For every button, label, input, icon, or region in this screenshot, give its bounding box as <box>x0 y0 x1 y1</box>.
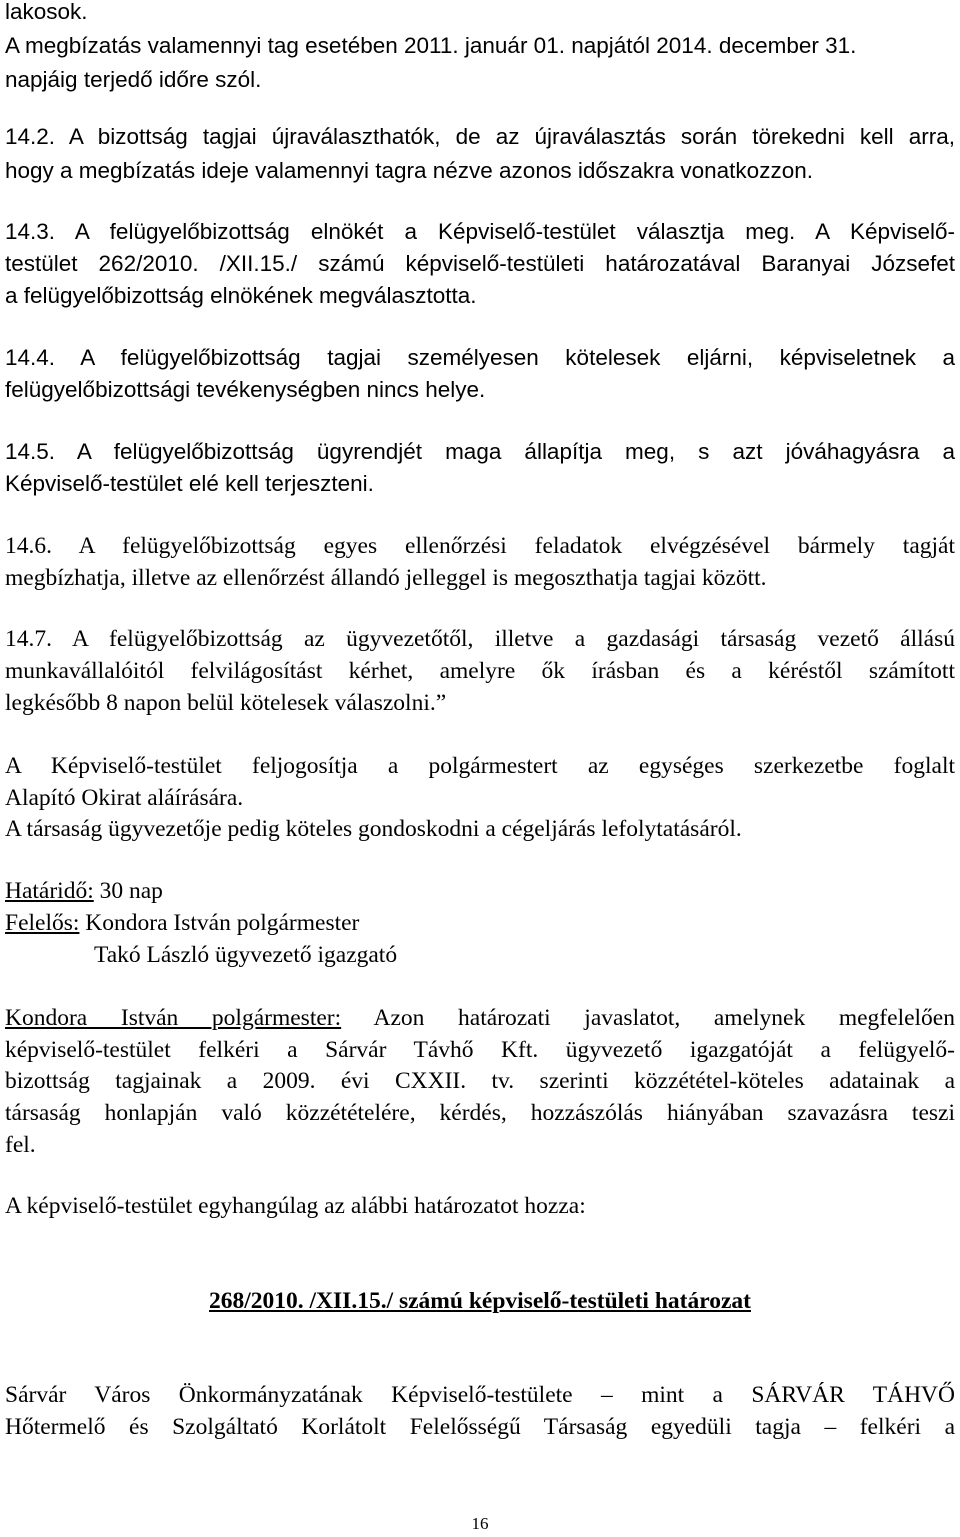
page-number: 16 <box>471 1514 489 1533</box>
mayor-line-1-text: Azon határozati javaslatot, amelynek megfelelően <box>341 1005 955 1031</box>
mayor-line-1 <box>5 1003 955 1033</box>
resolution-title: 268/2010. /XII.15./ számú képviselő-testületi határozat <box>209 1288 751 1314</box>
deadline-label: Határidő: <box>5 878 94 904</box>
mayor-line-5: fel. <box>5 1132 36 1158</box>
authorization-line-2: Alapító Okirat aláírására. <box>5 785 244 811</box>
p14-6-line-2: megbízhatja, illetve az ellenőrzést állandó jelleggel is megoszthatja tagjai között. <box>5 565 767 591</box>
mayor-line-3: bizottság tagjainak a 2009. évi CXXII. tv. szerinti közzététel-köteles adatainak a <box>5 1068 955 1094</box>
mayor-line-2: képviselő-testület felkéri a Sárvár Távhő Kft. ügyvezető igazgatóját a felügyelő- <box>5 1037 955 1063</box>
p14-7-line-2: munkavállalóitól felvilágosítást kérhet, amelyre ők írásban és a kéréstől számított <box>5 658 955 684</box>
intro-line-2: A megbízatás valamennyi tag esetében 2011. január 01. napjától 2014. december 31. <box>5 33 857 58</box>
p14-3-line-1: 14.3. A felügyelőbizottság elnökét a Képviselő-testület választja meg. A Képviselő- <box>5 219 955 244</box>
authorization-line-1: A Képviselő-testület feljogosítja a polgármestert az egységes szerkezetbe foglalt <box>5 753 955 779</box>
mayor-speaker: Kondora István polgármester: <box>5 1005 342 1031</box>
p14-5-line-1: 14.5. A felügyelőbizottság ügyrendjét maga állapítja meg, s azt jóváhagyásra a <box>5 439 955 464</box>
p14-2-line-1: 14.2. A bizottság tagjai újraválaszthatók, de az újraválasztás során törekedni kell arra, <box>5 124 955 149</box>
deadline-value: 30 nap <box>93 878 163 904</box>
p14-6-line-1: 14.6. A felügyelőbizottság egyes ellenőrzési feladatok elvégzésével bármely tagját <box>5 533 955 559</box>
p14-2-line-2: hogy a megbízatás ideje valamennyi tagra nézve azonos időszakra vonatkozzon. <box>5 158 813 183</box>
intro-line-3: napjáig terjedő időre szól. <box>5 67 262 92</box>
intro-line-1: lakosok. <box>5 0 88 24</box>
p14-4-line-1: 14.4. A felügyelőbizottság tagjai személyesen kötelesek eljárni, képviseletnek a <box>5 345 955 370</box>
deadline-line <box>5 876 955 906</box>
mayor-line-4: társaság honlapján való közzétételére, kérdés, hozzászólás hiányában szavazásra teszi <box>5 1100 955 1126</box>
responsible-second: Takó László ügyvezető igazgató <box>94 942 398 968</box>
p14-5-line-2: Képviselő-testület elé kell terjeszteni. <box>5 471 374 496</box>
resolution-line-2: Hőtermelő és Szolgáltató Korlátolt Felelősségű Társaság egyedüli tagja – felkéri a <box>5 1414 955 1440</box>
responsible-value: Kondora István polgármester <box>79 910 360 936</box>
p14-7-line-1: 14.7. A felügyelőbizottság az ügyvezetőtől, illetve a gazdasági társaság vezető állású <box>5 626 955 652</box>
vote-statement: A képviselő-testület egyhangúlag az alábbi határozatot hozza: <box>5 1193 586 1219</box>
p14-4-line-2: felügyelőbizottsági tevékenységben nincs helye. <box>5 377 486 402</box>
p14-3-line-2: testület 262/2010. /XII.15./ számú képviselő-testületi határozatával Baranyai Józsefet <box>5 251 955 276</box>
authorization-line-3: A társaság ügyvezetője pedig köteles gondoskodni a cégeljárás lefolytatásáról. <box>5 816 742 842</box>
p14-7-line-3: legkésőbb 8 napon belül kötelesek válaszolni.” <box>5 690 447 716</box>
responsible-line <box>5 908 955 938</box>
responsible-label: Felelős: <box>5 910 80 936</box>
resolution-line-1: Sárvár Város Önkormányzatának Képviselő-testülete – mint a SÁRVÁR TÁHVŐ <box>5 1382 955 1408</box>
p14-3-line-3: a felügyelőbizottság elnökének megválasztotta. <box>5 283 477 308</box>
